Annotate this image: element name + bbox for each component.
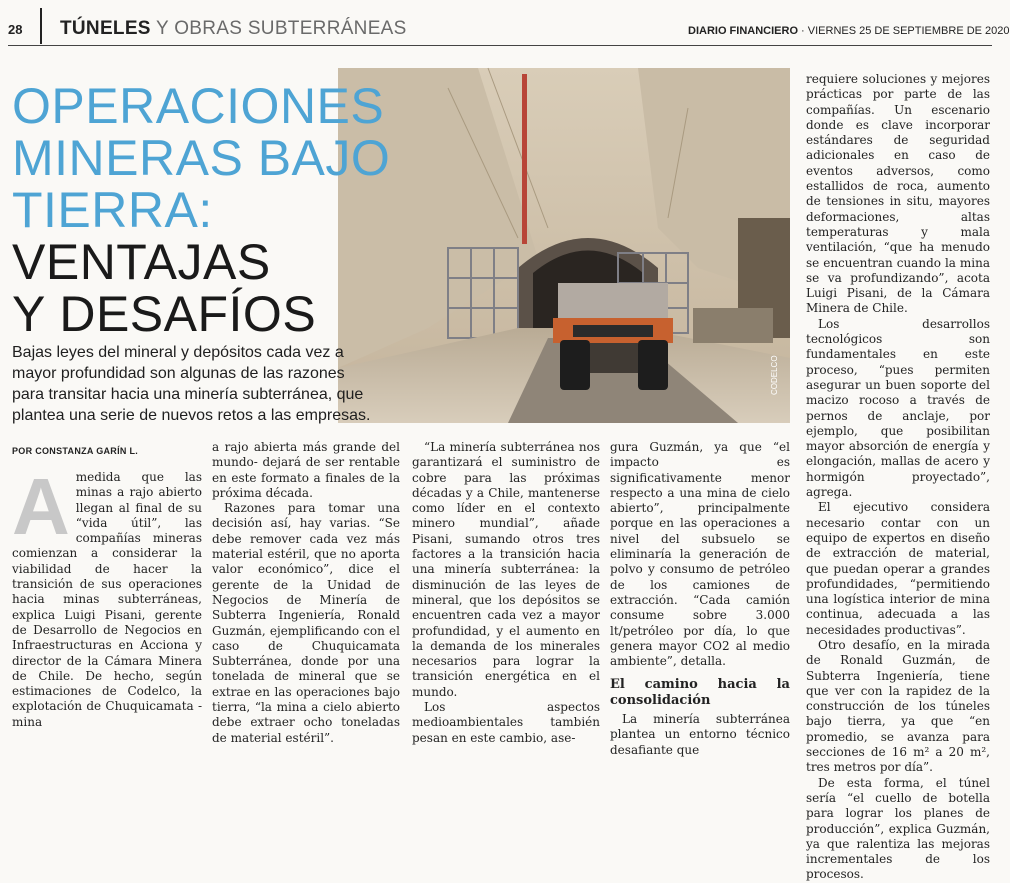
paragraph: La minería subterránea plantea un entorno técnico desafiante que	[610, 712, 790, 757]
paragraph: Los aspectos medioambientales también pesan en este cambio, ase-	[412, 700, 600, 745]
headline-line-1: OPERACIONES	[12, 78, 385, 134]
paragraph: Los desarrollos tecnológicos son fundamentales en este proceso, “pues permiten asegurar un buen soporte del macizo rocoso a través de pernos de anclaje, por ejemplo, que posibilitan mayor absorción de energía y elongación, mallas de acero y hormigón proyectado”, agrega.	[806, 316, 990, 500]
section-title-bold: TÚNELES	[60, 18, 151, 39]
headline-line-4: Y DESAFÍOS	[12, 286, 317, 342]
body-column-1	[12, 462, 202, 730]
body-column-5	[806, 72, 990, 883]
page-number: 28	[8, 22, 23, 37]
publication-date: · VIERNES 25 DE SEPTIEMBRE DE 2020	[798, 25, 1010, 37]
headline-line-2: MINERAS BAJO	[12, 130, 391, 186]
paragraph: Razones para tomar una decisión así, hay varias. “Se debe remover cada vez más material estéril, que no aporta valor económico”, dice el gerente de la Unidad de Negocios de Minería de Subterra Ingeniería, Ronald Guzmán, ejemplificando con el caso de Chuquicamata Subterránea, donde por una tonelada de mineral que se extrae en las operaciones bajo tierra, “la mina a cielo abierto debe extraer ocho toneladas de material estéril”.	[212, 501, 400, 745]
paragraph: “La minería subterránea nos garantizará el suministro de cobre para las próximas décadas y a Chile, mantenerse como líder en el contexto minero mundial”, añade Pisani, sumando otros tres factores a la transición hacia una minería subterránea: la disminución de las leyes de mineral, que los depósitos se encuentren cada vez a mayor profundidad, y el aumento en la demanda de los minerales necesarios para lograr la transición energética en el mundo.	[412, 440, 600, 699]
paragraph: a rajo abierta más grande del mundo- dejará de ser rentable en este formato a finales de la próxima década.	[212, 440, 400, 500]
paragraph: medida que las minas a rajo abierto llegan al final de su “vida útil”, las compañías mineras comienzan a considerar la viabilidad de hacer la transición de sus operaciones hacia minas subterráneas, explica Luigi Pisani, gerente de Desarrollo de Negocios en Infraestructuras en Acciona y director de la Cámara Minera de Chile. De hecho, según estimaciones de Codelco, la explotación de Chuquicamata -mina	[12, 470, 202, 729]
byline: POR CONSTANZA GARÍN L.	[12, 446, 139, 456]
headline-line-3	[12, 184, 452, 288]
subheading: El camino hacia la consolidación	[610, 677, 790, 708]
paragraph: gura Guzmán, ya que “el impacto es significativamente menor respecto a una mina de cielo abierto”, principalmente porque en las operaciones a nivel del subsuelo se eliminaría la generación de polvo y consumo de petróleo de los camiones de extracción. “Cada camión consume sobre 3.000 lt/petróleo por día, lo que genera mayor CO2 al medio ambiente”, detalla.	[610, 440, 790, 669]
article-headline	[12, 80, 452, 340]
header-rule	[8, 45, 992, 46]
article-lead: Bajas leyes del mineral y depósitos cada vez a mayor profundidad son algunas de las razones para transitar hacia una minería subterránea, que plantea una serie de nuevos retos a las empresas.	[12, 344, 371, 424]
photo-credit: CODELCO	[770, 355, 779, 395]
paragraph: requiere soluciones y mejores prácticas por parte de las compañías. Un escenario donde es clave incorporar estándares de seguridad adicionales en caso de eventos adversos, como estallidos de roca, aumento de tensiones in situ, mayores deformaciones, altas temperaturas y mala ventilación, “que ha menudo se encuentran cuando la mina se va profundizando”, acota Luigi Pisani, de la Cámara Minera de Chile.	[806, 72, 990, 316]
header-divider	[40, 8, 42, 44]
drop-cap: A	[12, 462, 70, 551]
body-column-2	[212, 440, 400, 746]
body-column-4	[610, 440, 790, 758]
paragraph: De esta forma, el túnel sería “el cuello de botella para lograr los planes de producción”, explica Guzmán, ya que ralentiza las mejoras incrementales de los procesos.	[806, 775, 990, 882]
headline-line-3-black: VENTAJAS	[12, 234, 271, 290]
section-title	[60, 18, 407, 40]
newspaper-dateline	[688, 25, 1010, 37]
paragraph: Otro desafío, en la mirada de Ronald Guzmán, de Subterra Ingeniería, tiene que ver con la rapidez de la construcción de los túneles bajo tierra, ya que “en promedio, se avanza para secciones de 16 m² a 20 m², tres metros por día”.	[806, 637, 990, 775]
headline-line-3-blue: TIERRA:	[12, 182, 213, 238]
section-title-rest: Y OBRAS SUBTERRÁNEAS	[150, 18, 407, 39]
paragraph: El ejecutivo considera necesario contar con un equipo de expertos en diseño de extracción de material, que puedan operar a grandes profundidades, “permitiendo una logística interior de mina continua, adecuada a las necesidades productivas”.	[806, 500, 990, 637]
body-column-3	[412, 440, 600, 746]
newspaper-name: DIARIO FINANCIERO	[688, 25, 798, 37]
